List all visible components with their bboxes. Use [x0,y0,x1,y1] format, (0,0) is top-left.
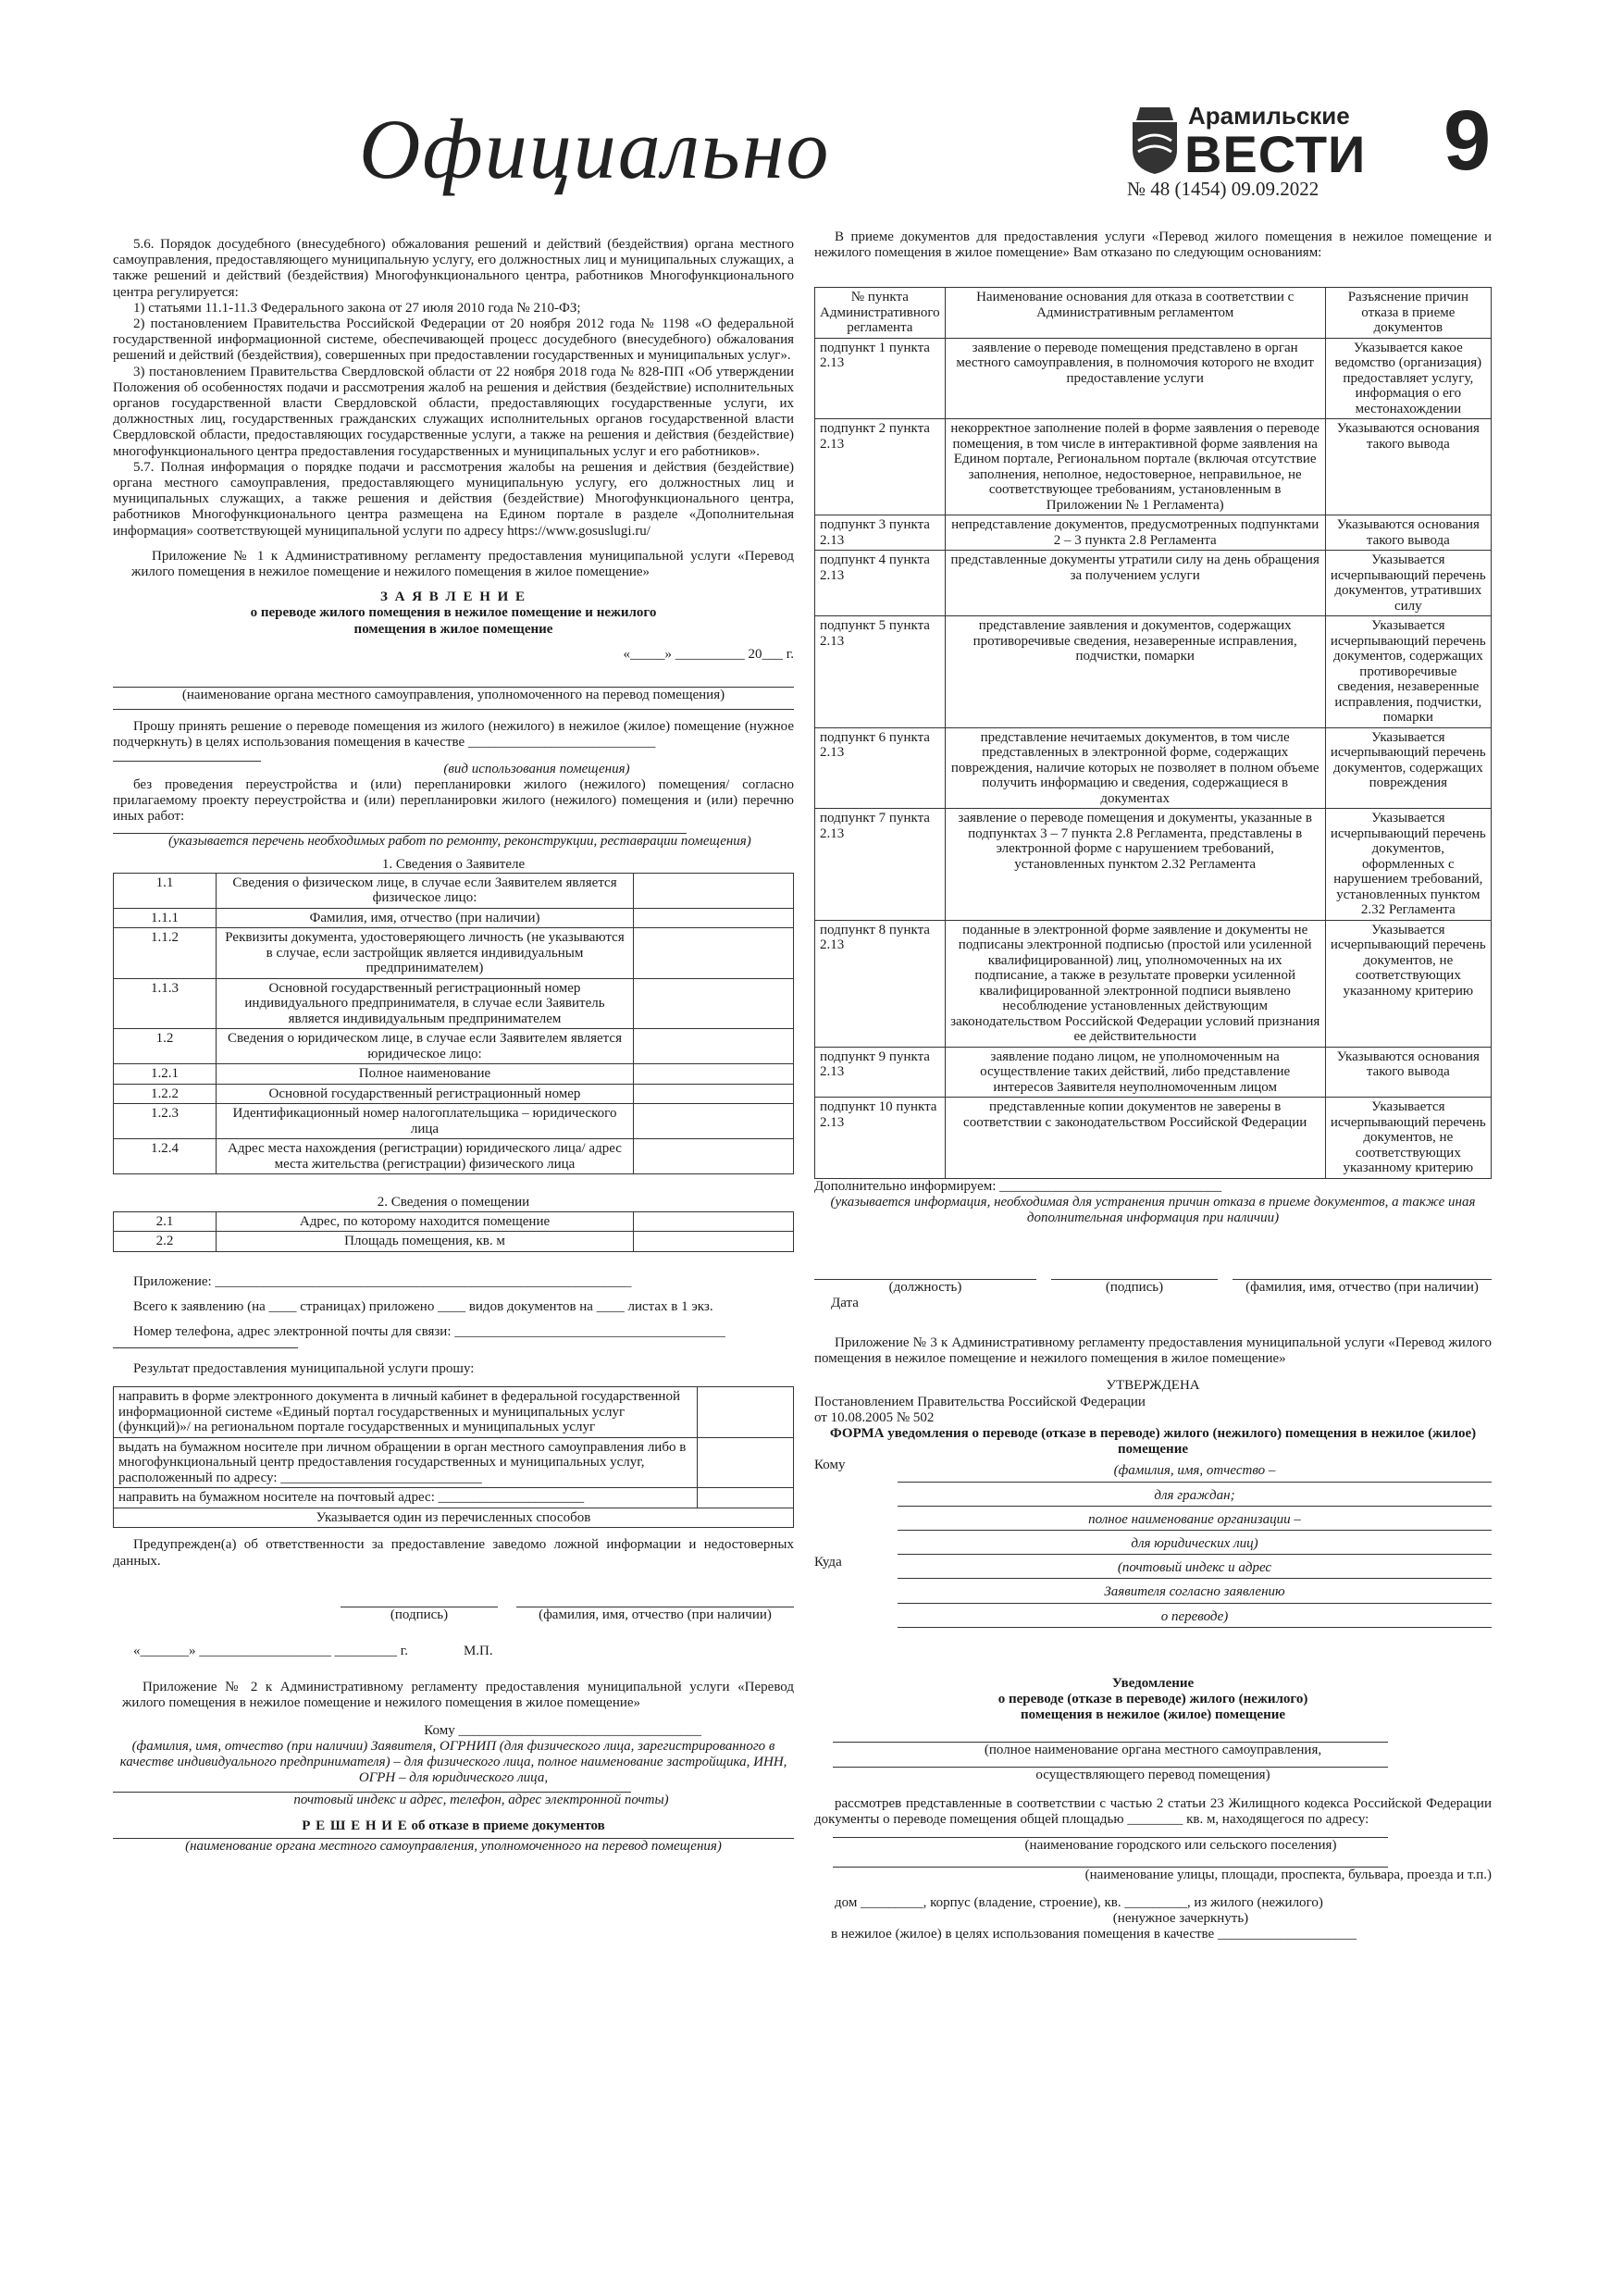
row-value[interactable] [634,1211,794,1232]
notice-organ-caption-2: осуществляющего перевод помещения) [1035,1767,1270,1782]
result-table [113,1386,794,1528]
attachment-line: Приложение: ____________________________________________________________ [133,1273,632,1289]
warning-text: Предупрежден(а) об ответственности за предоставление заведомо ложной информации и недостоверных данных. [113,1537,794,1569]
recipient-line: полное наименование организации – [898,1507,1492,1531]
header-reason: Наименование основания для отказа в соответствии с Административным регламентом [945,288,1325,339]
statement-title: З А Я В Л Е Н И Е [379,590,527,605]
address-line: Заявителя согласно заявлению [898,1579,1492,1603]
organ-caption: (наименование органа местного самоуправления, уполномоченного на перевод помещения) [181,688,725,703]
row-label: Сведения о юридическом лице, в случае если Заявителем является юридическое лицо: [217,1029,634,1064]
refusal-reason: некорректное заполнение полей в форме заявления о переводе помещения, в том числе в интерактивной форме заявления на Едином портале, Региональном портале (включая отсутствие заполнения, неполное, недостоверное, неправильное, не соответствующее требованиям, установленным в Приложении № 1 Регламента) [945,419,1325,515]
row-number: 1.1.1 [114,908,217,928]
address-line: о переводе) [898,1604,1492,1628]
refusal-explanation: Указывается исчерпывающий перечень документов, содержащих повреждения [1325,727,1491,809]
street-caption: (наименование улицы, площади, проспекта, бульвара, проезда и т.п.) [1084,1868,1492,1883]
right-column [814,230,1492,1942]
result-option-row [114,1488,794,1508]
refusal-row [815,515,1492,551]
result-option-check[interactable] [698,1488,794,1508]
result-option-text: выдать на бумажном носителе при личном обращении в орган местного самоуправления либо в многофункциональный центр предоставления государственных и муниципальных услуг, расположенный по адресу: _____________________________ [114,1437,698,1488]
result-label: Результат предоставления муниципальной услуги прошу: [133,1361,475,1377]
coat-of-arms-icon [1127,104,1183,176]
section-1-title: 1. Сведения о Заявителе [381,856,526,872]
row-value[interactable] [634,1139,794,1174]
row-value[interactable] [634,1029,794,1064]
row-number: 2.1 [114,1211,217,1232]
refusal-reason: поданные в электронной форме заявление и документы не подписаны электронной подписью (простой или усиленной квалифицированной) лиц, уполномоченных на их подписание, а также в результате проверки усиленной квалифицированной электронной подписи выявлено несоблюдение установленных действующим законодательством Российской Федерации условий признания ее действительности [945,920,1325,1047]
issue-number: № 48 (1454) 09.09.2022 [1127,178,1319,200]
refusal-point: подпункт 5 пункта 2.13 [815,616,946,728]
refusal-explanation: Указываются основания такого вывода [1325,1047,1491,1098]
row-label: Площадь помещения, кв. м [217,1232,634,1252]
approved-label: УТВЕРЖДЕНА [1106,1378,1200,1394]
row-number: 1.2 [114,1029,217,1064]
left-column [113,237,794,1855]
date-label: Дата [831,1295,859,1310]
newspaper-logo [1127,100,1367,183]
refusal-row [815,1047,1492,1098]
refusal-table-header [815,288,1492,339]
refusal-table [814,287,1492,1179]
refusal-reason: представленные копии документов не заверены в соответствии с законодательством Российской Федерации [945,1098,1325,1179]
row-value[interactable] [634,1084,794,1104]
refusal-row [815,727,1492,809]
row-label: Сведения о физическом лице, в случае если Заявителем является физическое лицо: [217,873,634,908]
row-label: Основной государственный регистрационный номер [217,1084,634,1104]
refusal-row [815,1098,1492,1179]
applicant-row [114,1064,794,1085]
row-number: 1.1.2 [114,928,217,979]
works-line[interactable] [113,825,687,834]
header-explain: Разъяснение причин отказа в приеме документов [1325,288,1491,339]
approved-date: от 10.08.2005 № 502 [814,1409,935,1425]
brand-top: Арамильские [1188,102,1350,130]
full-name-caption: (фамилия, имя, отчество (при наличии) [539,1607,772,1622]
city-line[interactable] [833,1828,1388,1838]
refusal-explanation: Указываются основания такого вывода [1325,515,1491,551]
refusal-point: подпункт 9 пункта 2.13 [815,1047,946,1098]
position-line[interactable] [814,1262,1036,1280]
refusal-explanation: Указывается исчерпывающий перечень документов, утративших силу [1325,551,1491,616]
brand-main: ВЕСТИ [1184,125,1367,183]
refusal-row [815,338,1492,419]
row-value[interactable] [634,978,794,1029]
refusal-explanation: Указываются основания такого вывода [1325,419,1491,515]
contact-line-2[interactable] [113,1340,298,1348]
refusal-point: подпункт 10 пункта 2.13 [815,1098,946,1179]
row-value[interactable] [634,928,794,979]
stamp-mark: М.П. [463,1644,493,1659]
refusal-point: подпункт 4 пункта 2.13 [815,551,946,616]
city-caption: (наименование городского или сельского поселения) [1024,1838,1337,1854]
paragraph-5-6-1: 1) статьями 11.1-11.3 Федерального закона от 27 июля 2010 года № 210-ФЗ; [133,300,581,316]
house-line: дом _________, корпус (владение, строение), кв. _________, из жилого (нежилого) [835,1894,1323,1910]
refusal-reason: заявление о переводе помещения и документы, указанные в подпунктах 3 – 7 пункта 2.8 Регламента, представлены в электронной форме с нарушением требований, установленных пунктом 2.32 Регламента [945,809,1325,921]
row-label: Адрес, по которому находится помещение [217,1211,634,1232]
refusal-point: подпункт 3 пункта 2.13 [815,515,946,551]
postal-line[interactable] [113,1786,631,1793]
refusal-explanation: Указывается исчерпывающий перечень документов, не соответствующих указанному критерию [1325,1098,1491,1179]
result-note: Указывается один из перечисленных способов [114,1508,794,1528]
refusal-point: подпункт 6 пункта 2.13 [815,727,946,809]
refusal-point: подпункт 1 пункта 2.13 [815,338,946,419]
premises-row [114,1211,794,1232]
decision-subtitle: об отказе в приеме документов [411,1818,605,1833]
refusal-row [815,419,1492,515]
page-number: 9 [1443,93,1492,188]
request-text: Прошу принять решение о переводе помещения из жилого (нежилого) в нежилое (жилое) помещение (нужное подчеркнуть) в целях использования помещения в качестве ___________________________ [113,719,794,751]
where-label: Куда [814,1555,842,1570]
refusal-explanation: Указывается исчерпывающий перечень документов, содержащих противоречивые сведения, незаверенные исправления, подчистки, помарки [1325,616,1491,728]
row-label: Фамилия, имя, отчество (при наличии) [217,908,634,928]
row-label: Реквизиты документа, удостоверяющего личность (не указываются в случае, если застройщик является индивидуальным предпринимателем) [217,928,634,979]
row-label: Полное наименование [217,1064,634,1085]
refusal-point: подпункт 2 пункта 2.13 [815,419,946,515]
signature-line[interactable] [341,1590,498,1607]
recipient-line: для юридических лиц) [898,1531,1492,1555]
refusal-reason: заявление подано лицом, не уполномоченным на осуществление таких действий, либо представление интересов Заявителя неуполномоченным лицом [945,1047,1325,1098]
purpose-final: в нежилое (жилое) в целях использования помещения в качестве ____________________ [831,1927,1357,1942]
notice-organ-caption-1: (полное наименование органа местного самоуправления, [984,1743,1322,1758]
approved-by: Постановлением Правительства Российской Федерации [814,1394,1146,1409]
recipient-line: Кому ___________________________________ [424,1722,701,1738]
recipient-caption: (фамилия, имя, отчество (при наличии) Заявителя, ОГРНИП (для физического лица, зарегистрированного в качестве индивидуального предпринимателя) – для физического лица, полное наименование застройщика, ИНН, ОГРН – для юридического лица, [119,1738,787,1786]
form-title: ФОРМА уведомления о переводе (отказе в переводе) жилого (нежилого) помещения в нежилое (жилое) помещение [829,1425,1477,1458]
section-2-title: 2. Сведения о помещении [377,1195,530,1210]
purpose-caption: (вид использования помещения) [443,761,630,776]
notice-subtitle: о переводе (отказе в переводе) жилого (нежилого) помещения в нежилое (жилое) помещение [997,1691,1308,1723]
row-label: Основной государственный регистрационный номер индивидуального предпринимателя, в случае если Заявитель является индивидуальным предпринимателем [217,978,634,1029]
refusal-reason: непредставление документов, предусмотренных подпунктами 2 – 3 пункта 2.8 Регламента [945,515,1325,551]
decision-organ-caption: (наименование органа местного самоуправления, уполномоченного на перевод помещения) [185,1838,722,1854]
refusal-intro: В приеме документов для предоставления услуги «Перевод жилого помещения в нежилое помещение и нежилого помещения в жилое помещение» Вам отказано по следующим основаниям: [814,230,1492,261]
row-label: Идентификационный номер налогоплательщика – юридического лица [217,1104,634,1139]
row-value[interactable] [634,908,794,928]
row-value[interactable] [634,1064,794,1085]
row-number: 1.2.1 [114,1064,217,1085]
works-text: без проведения переустройства и (или) перепланировки жилого (нежилого) помещения/ согласно прилагаемому проекту переустройства и (или) перепланировки жилого (нежилого) помещения и (или) перечню иных работ: [113,776,794,825]
result-option-text: направить на бумажном носителе на почтовый адрес: _____________________ [114,1488,698,1508]
refusal-explanation: Указывается исчерпывающий перечень документов, оформленных с нарушением требований, установленных пунктом 2.32 Регламента [1325,809,1491,921]
additional-info-caption: (указывается информация, необходимая для устранения причин отказа в приеме документов, а также иная дополнительная информация при наличии) [830,1195,1476,1226]
applicant-table [113,873,794,1175]
row-value[interactable] [634,873,794,908]
appendix-1-caption: Приложение № 1 к Административному регламенту предоставления муниципальной услуги «Перевод жилого помещения в нежилое помещение и нежилого помещения в жилое помещение» [131,548,794,580]
refusal-point: подпункт 8 пункта 2.13 [815,920,946,1047]
header-num: № пункта Административного регламента [815,288,946,339]
row-label: Адрес места нахождения (регистрации) юридического лица/ адрес места жительства (регистрации) физического лица [217,1139,634,1174]
applicant-row [114,1139,794,1174]
applicant-row [114,1084,794,1104]
result-option-text: направить в форме электронного документа в личный кабинет в федеральной государственной информационной системе «Единый портал государственных и муниципальных услуг (функций)»/ на региональном портале государственных и муниципальных услуг [114,1387,698,1438]
signature-line-right[interactable] [1051,1262,1218,1280]
refusal-reason: представление нечитаемых документов, в том числе представленных в электронной форме, содержащих повреждения, наличие которых не позволяет в полном объеме получить информацию и сведения, содержащиеся в документах [945,727,1325,809]
paragraph-5-6-3: 3) постановлением Правительства Свердловской области от 22 ноября 2018 года № 828-ПП «Об утверждении Положения об особенностях подачи и рассмотрения жалоб на решения и действия (бездействие) исполнительных органов государственной власти Свердловской области, предоставляющих государственные услуги, их должностных лиц, государственных гражданских служащих исполнительных органов государственной власти Свердловской области, предоставляющих государственные услуги, а также на решения и действия (бездействие) многофункционального центра предоставления государственных и муниципальных услуг и его работников». [113,364,794,459]
row-value[interactable] [634,1232,794,1252]
refusal-point: подпункт 7 пункта 2.13 [815,809,946,921]
result-option-row [114,1387,794,1438]
additional-info: Дополнительно информируем: ________________________________ [814,1178,1222,1194]
full-name-caption-right: (фамилия, имя, отчество (при наличии) [1245,1279,1479,1295]
notice-title: Уведомление [1111,1675,1195,1691]
row-number: 1.2.2 [114,1084,217,1104]
statement-subtitle: о переводе жилого помещения в нежилое помещение и нежилого помещения в жилое помещение [250,605,657,637]
refusal-reason: представленные документы утратили силу на день обращения за получением услуги [945,551,1325,616]
street-line[interactable] [833,1854,1388,1868]
postal-caption: почтовый индекс и адрес, телефон, адрес электронной почты) [293,1793,669,1808]
premises-row [114,1232,794,1252]
row-number: 2.2 [114,1232,217,1252]
to-label: Кому [814,1458,846,1473]
applicant-row [114,1029,794,1064]
full-name-line-right[interactable] [1233,1262,1492,1280]
signature-caption: (подпись) [390,1607,449,1622]
section-title: Официально [359,102,831,196]
refusal-row [815,920,1492,1047]
refusal-row [815,551,1492,616]
applicant-row [114,873,794,908]
address-line: (почтовый индекс и адрес [898,1555,1492,1579]
row-number: 1.1 [114,873,217,908]
full-name-line[interactable] [516,1590,794,1607]
row-value[interactable] [634,1104,794,1139]
refusal-row [815,809,1492,921]
refusal-reason: заявление о переводе помещения представлено в орган местного самоуправления, в полномочия которого не входит предоставление услуги [945,338,1325,419]
strike-caption: (ненужное зачеркнуть) [1112,1910,1249,1926]
recipient-line: (фамилия, имя, отчество – [898,1458,1492,1482]
statement-date: «_____» __________ 20___ г. [623,646,794,662]
result-option-row [114,1437,794,1488]
applicant-row [114,1104,794,1139]
applicant-row [114,978,794,1029]
recipient-line: для граждан; [898,1483,1492,1507]
applicant-row [114,908,794,928]
contact-line: Номер телефона, адрес электронной почты для связи: _______________________________________ [133,1324,725,1340]
stamp-date: «_______» ___________________ _________ г. [133,1644,408,1659]
paragraph-5-6-2: 2) постановлением Правительства Российской Федерации от 20 ноября 2012 года № 1198 «О федеральной государственной информационной системе, обеспечивающей процесс досудебного (внесудебного) обжалования решений и действий (бездействия), совершенных при предоставлении государственных и муниципальных услуг». [113,316,794,364]
documents-count: Всего к заявлению (на ____ страницах) приложено ____ видов документов на ____ листах в 1 экз. [133,1298,713,1314]
appendix-3-caption: Приложение № 3 к Административному регламенту предоставления муниципальной услуги «Перевод жилого помещения в нежилое помещение и нежилого помещения в жилое помещение» [814,1334,1492,1367]
result-option-check[interactable] [698,1387,794,1438]
result-option-check[interactable] [698,1437,794,1488]
premises-table [113,1211,794,1252]
row-number: 1.2.4 [114,1139,217,1174]
works-caption: (указывается перечень необходимых работ по ремонту, реконструкции, реставрации помещения) [168,833,751,849]
appendix-2-caption: Приложение № 2 к Административному регламенту предоставления муниципальной услуги «Перевод жилого помещения в нежилое помещение и нежилого помещения в жилое помещение» [122,1680,794,1711]
paragraph-5-7: 5.7. Полная информация о порядке подачи и рассмотрения жалобы на решения и действия (бездействие) органа местного самоуправления, предоставляющего муниципальную услугу, его должностных лиц и муниципальных служащих, а также решения и действия (бездействие) Многофункционального центра, работников Многофункционального центра размещена на Едином портале в разделе «Дополнительная информация» соответствующей муниципальной услуги по адресу https://www.gosuslugi.ru/ [113,459,794,539]
refusal-reason: представление заявления и документов, содержащих противоречивые сведения, незаверенные исправления, подчистки, помарки [945,616,1325,728]
refusal-explanation: Указывается исчерпывающий перечень документов, не соответствующих указанному критерию [1325,920,1491,1047]
reviewed-text: рассмотрев представленные в соответствии с частью 2 статьи 23 Жилищного кодекса Российской Федерации документы о переводе помещения общей площадью ________ кв. м, находящегося по адресу: [814,1795,1492,1827]
result-note-row [114,1508,794,1528]
refusal-row [815,616,1492,728]
row-number: 1.2.3 [114,1104,217,1139]
where-block [898,1555,1492,1628]
decision-title: Р Е Ш Е Н И Е [302,1818,408,1833]
applicant-row [114,928,794,979]
position-caption: (должность) [888,1279,962,1295]
organ-line-2[interactable] [113,703,794,710]
purpose-line[interactable] [113,751,261,762]
notice-organ-line[interactable] [833,1734,1388,1743]
to-block [898,1458,1492,1555]
notice-organ-line-2[interactable] [833,1759,1388,1768]
row-number: 1.1.3 [114,978,217,1029]
signature-caption-right: (подпись) [1105,1279,1164,1295]
refusal-explanation: Указывается какое ведомство (организация) предоставляет услугу, информация о его местонахождении [1325,338,1491,419]
paragraph-5-6: 5.6. Порядок досудебного (внесудебного) обжалования решений и действий (бездействия) органа местного самоуправления, предоставляющего муниципальную услугу, его должностных лиц и муниципальных служащих, а также решений и действий (бездействия) Многофункционального центра, работников Многофункционального центра регулируется: [113,237,794,300]
